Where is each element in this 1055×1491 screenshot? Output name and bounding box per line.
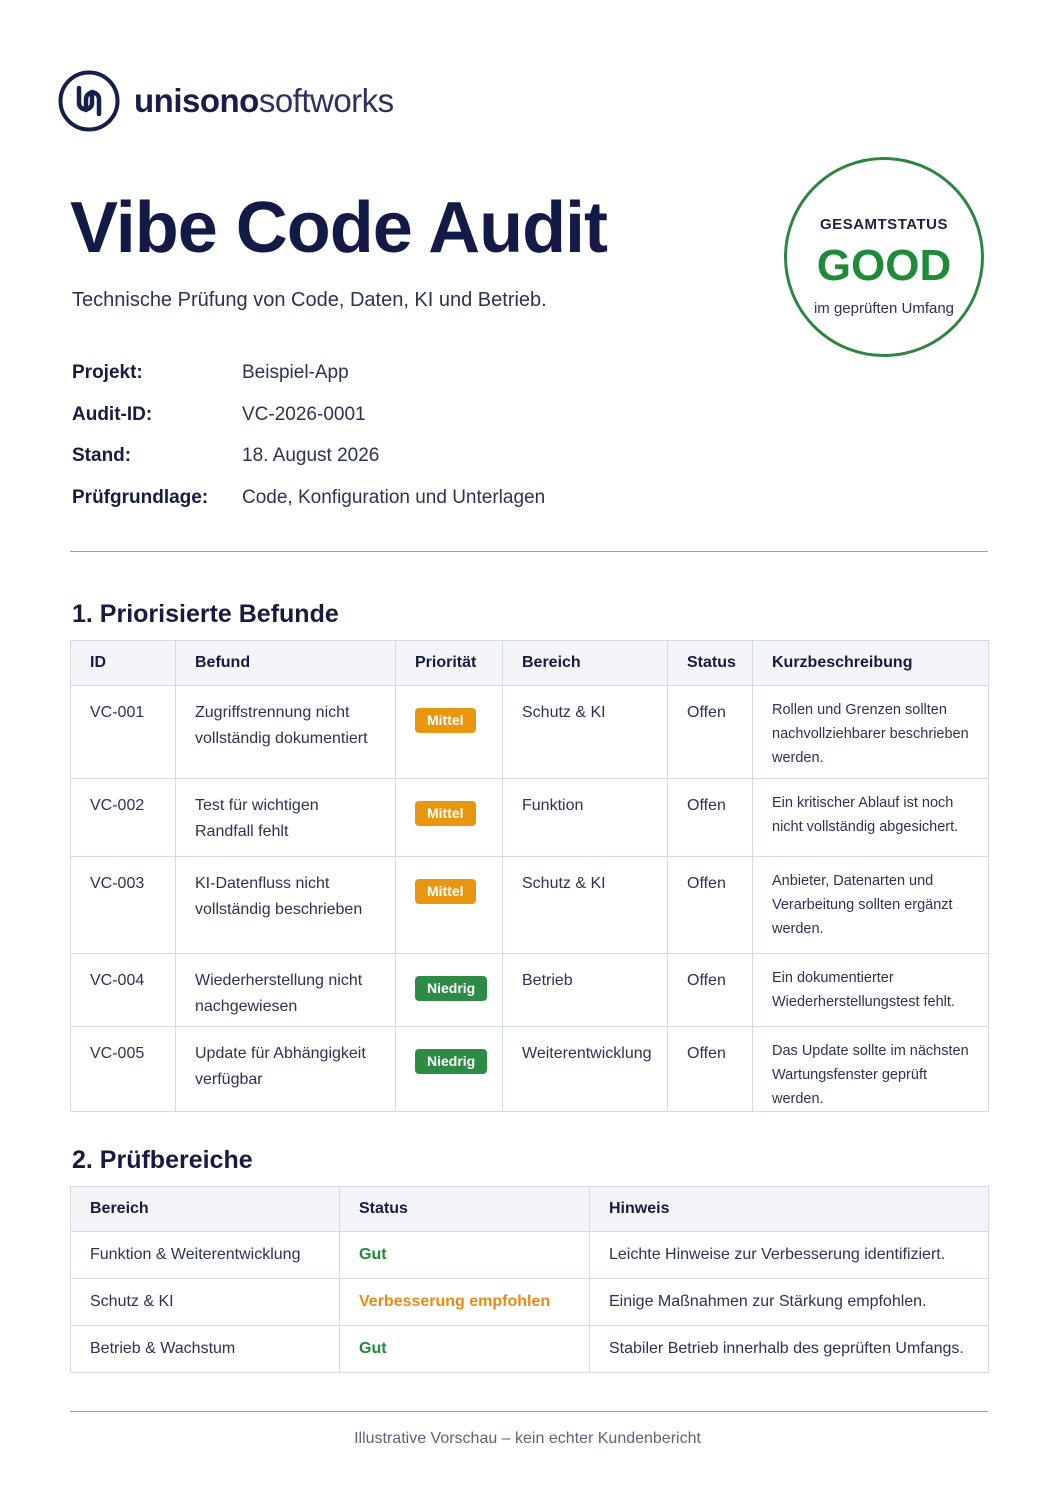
meta-value: Code, Konfiguration und Unterlagen — [242, 486, 546, 508]
table-row — [71, 1232, 989, 1279]
finding-description: Anbieter, Datenarten und Verarbeitung sollten ergänzt werden. — [753, 857, 989, 954]
area-status: Verbesserung empfohlen — [340, 1279, 590, 1326]
meta-key: Stand: — [72, 445, 132, 466]
column-header-area: Bereich — [503, 641, 668, 686]
audit-meta — [72, 362, 545, 528]
table-row — [71, 857, 989, 954]
column-header-description: Kurzbeschreibung — [753, 641, 989, 686]
meta-value: Beispiel-App — [242, 362, 349, 383]
overall-status-label: GESAMTSTATUS — [820, 216, 948, 233]
finding-status: Offen — [668, 954, 753, 1027]
finding-description: Ein kritischer Ablauf ist noch nicht vollständig abgesichert. — [753, 779, 989, 857]
finding-priority-cell — [396, 779, 503, 857]
area-status: Gut — [340, 1326, 590, 1373]
section-title-findings: 1. Priorisierte Befunde — [72, 600, 339, 628]
finding-area: Weiterentwicklung — [503, 1027, 668, 1112]
finding-id: VC-001 — [71, 686, 176, 779]
overall-status-value: GOOD — [816, 241, 952, 290]
priority-badge: Mittel — [415, 801, 476, 826]
finding-status: Offen — [668, 857, 753, 954]
priority-badge: Mittel — [415, 879, 476, 904]
table-row — [71, 954, 989, 1027]
priority-badge: Niedrig — [415, 976, 487, 1001]
finding-description: Das Update sollte im nächsten Wartungsfenster geprüft werden. — [753, 1027, 989, 1112]
finding-id: VC-004 — [71, 954, 176, 1027]
meta-row-basis — [72, 487, 545, 529]
finding-priority-cell — [396, 1027, 503, 1112]
section-title-areas: 2. Prüfbereiche — [72, 1146, 253, 1174]
column-header-finding: Befund — [176, 641, 396, 686]
finding-id: VC-003 — [71, 857, 176, 954]
overall-status-seal — [784, 157, 984, 357]
area-name: Schutz & KI — [71, 1279, 340, 1326]
page-subtitle: Technische Prüfung von Code, Daten, KI und Betrieb. — [72, 289, 547, 311]
meta-value: VC-2026-0001 — [242, 403, 366, 425]
meta-key: Prüfgrundlage: — [72, 486, 209, 508]
area-note: Einige Maßnahmen zur Stärkung empfohlen. — [590, 1279, 989, 1326]
area-note: Stabiler Betrieb innerhalb des geprüften Umfangs. — [590, 1326, 989, 1373]
finding-id: VC-002 — [71, 779, 176, 857]
meta-value: 18. August 2026 — [242, 445, 380, 466]
logo-wordmark: unisonosoftworks — [134, 82, 394, 119]
priority-badge: Mittel — [415, 708, 476, 733]
finding-id: VC-005 — [71, 1027, 176, 1112]
meta-key: Audit-ID: — [72, 403, 153, 425]
footer-note: Illustrative Vorschau – kein echter Kundenbericht — [354, 1430, 701, 1447]
column-header-status: Status — [340, 1187, 590, 1232]
column-header-area: Bereich — [71, 1187, 340, 1232]
finding-priority-cell — [396, 857, 503, 954]
column-header-status: Status — [668, 641, 753, 686]
finding-area: Schutz & KI — [503, 686, 668, 779]
finding-title: KI-Datenfluss nicht vollständig beschrieben — [176, 857, 396, 954]
finding-title: Test für wichtigen Randfall fehlt — [176, 779, 396, 857]
meta-key: Projekt: — [72, 362, 143, 383]
finding-priority-cell — [396, 686, 503, 779]
area-name: Funktion & Weiterentwicklung — [71, 1232, 340, 1279]
area-name: Betrieb & Wachstum — [71, 1326, 340, 1373]
table-row — [71, 1279, 989, 1326]
findings-header-row — [71, 641, 989, 686]
areas-header-row — [71, 1187, 989, 1232]
meta-row-project — [72, 362, 545, 404]
table-row — [71, 779, 989, 857]
divider — [70, 551, 988, 552]
table-row — [71, 1027, 989, 1112]
finding-status: Offen — [668, 779, 753, 857]
table-row — [71, 686, 989, 779]
meta-row-audit-id — [72, 404, 545, 446]
finding-area: Betrieb — [503, 954, 668, 1027]
finding-description: Ein dokumentierter Wiederherstellungstest fehlt. — [753, 954, 989, 1027]
area-status: Gut — [340, 1232, 590, 1279]
findings-table — [70, 640, 989, 1112]
company-logo — [58, 70, 394, 132]
finding-title: Update für Abhängigkeit verfügbar — [176, 1027, 396, 1112]
finding-area: Funktion — [503, 779, 668, 857]
logo-mark-icon — [58, 70, 120, 132]
column-header-note: Hinweis — [590, 1187, 989, 1232]
priority-badge: Niedrig — [415, 1049, 487, 1074]
finding-status: Offen — [668, 1027, 753, 1112]
finding-description: Rollen und Grenzen sollten nachvollziehbarer beschrieben werden. — [753, 686, 989, 779]
divider — [70, 1411, 988, 1412]
areas-table — [70, 1186, 989, 1373]
finding-title: Zugriffstrennung nicht vollständig dokumentiert — [176, 686, 396, 779]
area-note: Leichte Hinweise zur Verbesserung identifiziert. — [590, 1232, 989, 1279]
finding-priority-cell — [396, 954, 503, 1027]
finding-area: Schutz & KI — [503, 857, 668, 954]
finding-title: Wiederherstellung nicht nachgewiesen — [176, 954, 396, 1027]
overall-status-note: im geprüften Umfang — [813, 300, 955, 317]
page-title: Vibe Code Audit — [70, 188, 608, 268]
finding-status: Offen — [668, 686, 753, 779]
column-header-id: ID — [71, 641, 176, 686]
table-row — [71, 1326, 989, 1373]
column-header-priority: Priorität — [396, 641, 503, 686]
meta-row-date — [72, 445, 545, 487]
